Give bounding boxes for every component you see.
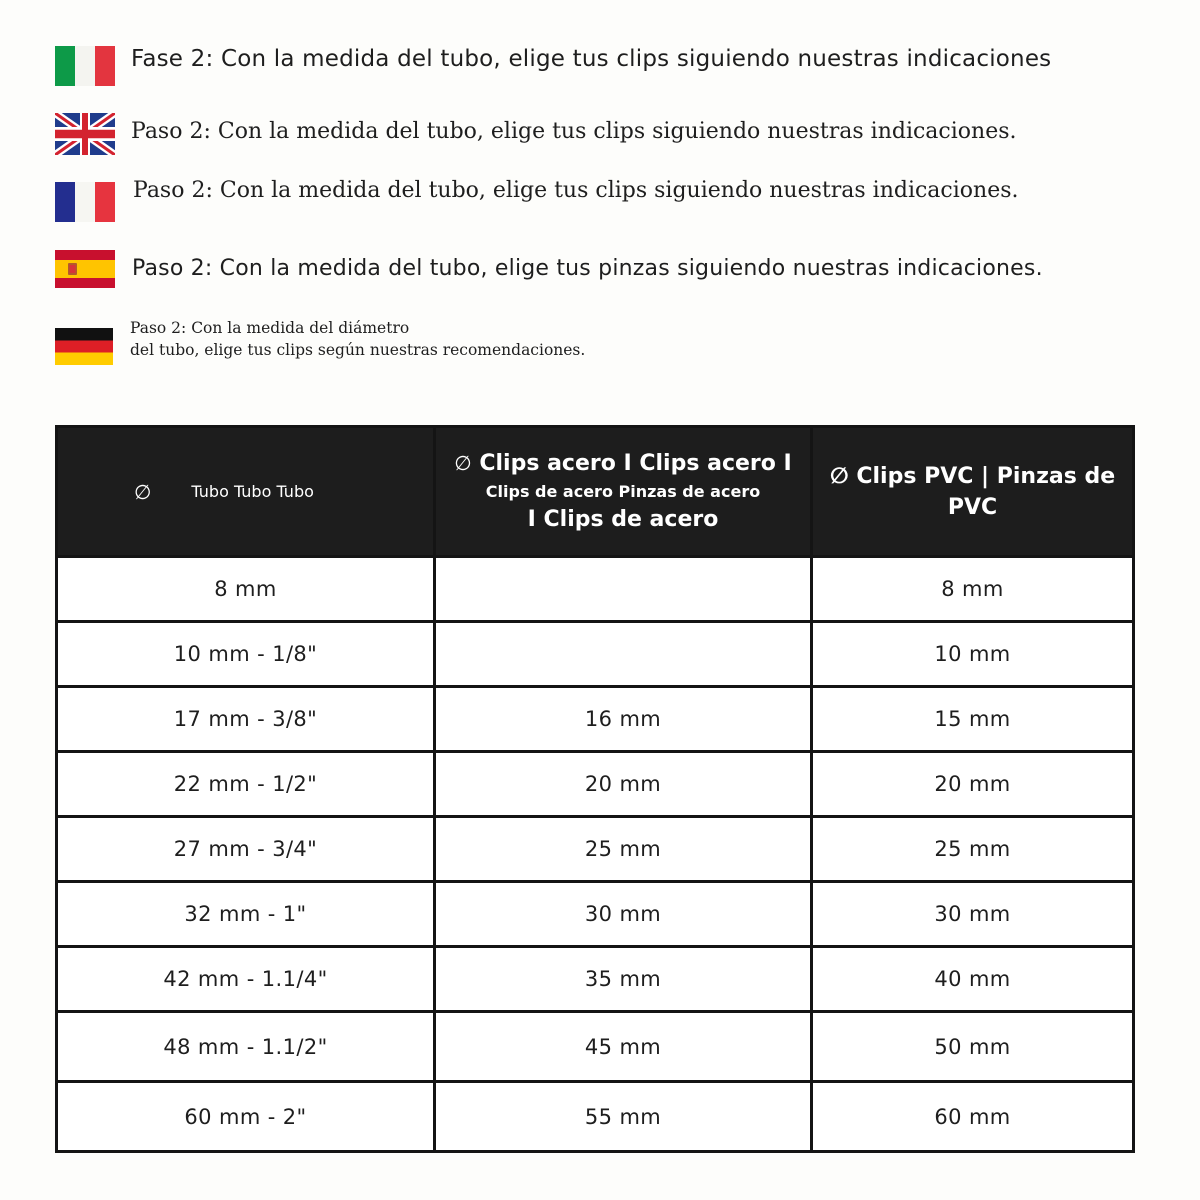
pvc-clip-cell: 50 mm [812,1012,1134,1082]
steel-clip-cell [435,622,812,687]
header-tube [57,427,435,557]
instruction-text-italy: Fase 2: Con la medida del tubo, elige tus clips siguiendo nuestras indicaciones [131,46,1052,72]
steel-clip-cell [435,557,812,622]
pvc-clip-cell: 40 mm [812,947,1134,1012]
table-row [57,947,1134,1012]
tube-size-cell: 8 mm [57,557,435,622]
pvc-clip-cell: 8 mm [812,557,1134,622]
germany-flag-icon [55,328,113,365]
header-steel-line3: I Clips de acero [527,507,719,532]
steel-clip-cell: 20 mm [435,752,812,817]
instruction-text-germany-line2: del tubo, elige tus clips según nuestras recomendaciones. [130,341,586,359]
pvc-clip-cell: 15 mm [812,687,1134,752]
tube-size-cell: 32 mm - 1" [57,882,435,947]
steel-clip-cell: 16 mm [435,687,812,752]
table-row [57,1082,1134,1152]
table-row [57,687,1134,752]
header-steel-line1: Clips acero I Clips acero I [479,451,792,476]
instruction-text-germany-line1: Paso 2: Con la medida del diámetro [130,319,410,337]
pvc-clip-cell: 10 mm [812,622,1134,687]
table-header-row [57,427,1134,557]
steel-clip-cell: 55 mm [435,1082,812,1152]
instruction-text-germany [130,317,585,361]
pvc-clip-cell: 30 mm [812,882,1134,947]
header-steel-clips [435,427,812,557]
uk-flag-icon [55,113,115,155]
tube-size-cell: 22 mm - 1/2" [57,752,435,817]
spain-flag-icon [55,250,115,288]
steel-clip-cell: 25 mm [435,817,812,882]
pvc-clip-cell: 20 mm [812,752,1134,817]
table-row [57,1012,1134,1082]
table-row [57,817,1134,882]
table-row [57,752,1134,817]
header-pvc-line2: PVC [947,494,998,520]
pvc-clip-cell: 60 mm [812,1082,1134,1152]
table-row [57,622,1134,687]
sizes-table [55,425,1135,1153]
steel-clip-cell: 35 mm [435,947,812,1012]
tube-size-cell: 42 mm - 1.1/4" [57,947,435,1012]
france-flag-icon [55,182,115,222]
table-row [57,882,1134,947]
instruction-text-spain: Paso 2: Con la medida del tubo, elige tus pinzas siguiendo nuestras indicaciones. [132,256,1043,281]
tube-size-cell: 17 mm - 3/8" [57,687,435,752]
diameter-icon: ∅ [454,451,472,475]
pvc-clip-cell: 25 mm [812,817,1134,882]
table-row [57,557,1134,622]
header-tube-label: Tubo Tubo Tubo [191,482,314,501]
header-steel-line2: Clips de acero Pinzas de acero [485,482,761,501]
tube-size-cell: 48 mm - 1.1/2" [57,1012,435,1082]
italy-flag-icon [55,46,115,86]
instruction-text-france: Paso 2: Con la medida del tubo, elige tus clips siguiendo nuestras indicaciones. [133,178,1019,203]
tube-size-cell: 27 mm - 3/4" [57,817,435,882]
instruction-text-uk: Paso 2: Con la medida del tubo, elige tus clips siguiendo nuestras indicaciones. [131,119,1017,144]
diameter-icon: ∅ [134,479,152,504]
steel-clip-cell: 30 mm [435,882,812,947]
tube-size-cell: 10 mm - 1/8" [57,622,435,687]
header-pvc-clips [812,427,1134,557]
header-pvc-line1: ∅ Clips PVC | Pinzas de [829,463,1116,489]
tube-size-cell: 60 mm - 2" [57,1082,435,1152]
steel-clip-cell: 45 mm [435,1012,812,1082]
